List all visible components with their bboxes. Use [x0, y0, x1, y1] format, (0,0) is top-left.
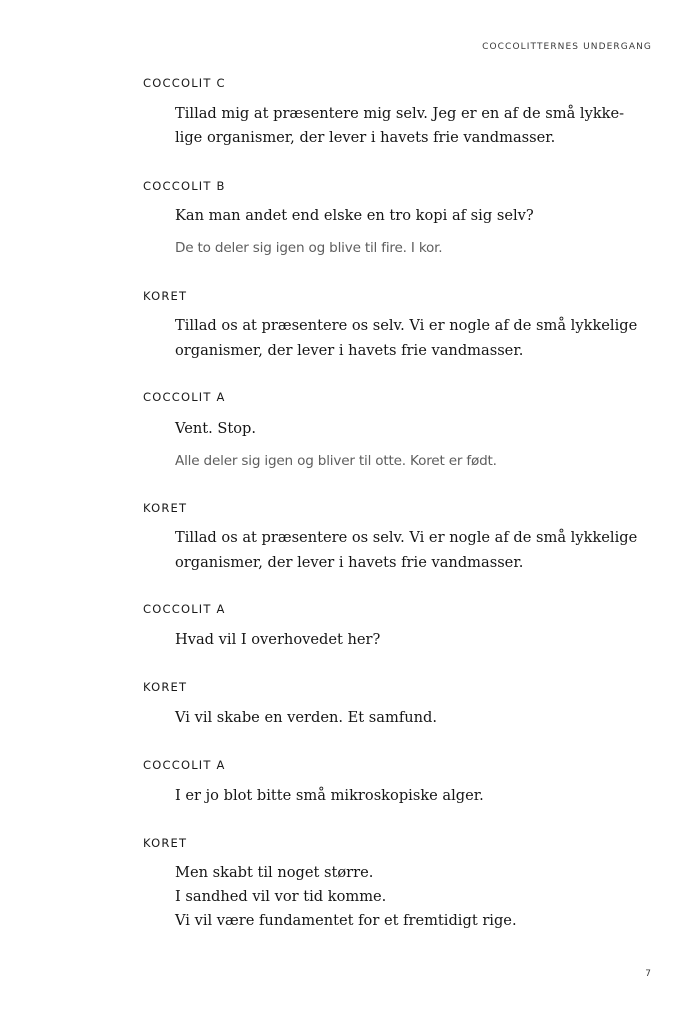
speaker-name: COCCOLIT B [143, 179, 226, 193]
running-header: COCCOLITTERNES UNDERGANG [482, 42, 652, 52]
dialogue-line: Tillad os at præsentere os selv. Vi er nogle af de små lykkelige [175, 317, 638, 334]
dialogue-line: Men skabt til noget større. [175, 864, 374, 881]
dialogue-line: Tillad mig at præsentere mig selv. Jeg er en af de små lykke- [175, 105, 625, 122]
speaker-name: KORET [143, 289, 188, 303]
dialogue-line: Vi vil være fundamentet for et fremtidigt rige. [175, 912, 517, 929]
stage-direction: De to deler sig igen og blive til fire. I kor. [175, 240, 443, 256]
dialogue-line: I er jo blot bitte små mikroskopiske alger. [175, 787, 484, 804]
dialogue-line: Kan man andet end elske en tro kopi af sig selv? [175, 207, 534, 224]
dialogue-line: Vent. Stop. [175, 420, 257, 437]
dialogue-line: lige organismer, der lever i havets frie vandmasser. [175, 129, 556, 146]
dialogue-line: I sandhed vil vor tid komme. [175, 888, 387, 905]
page-number: 7 [645, 969, 651, 979]
dialogue-line: Hvad vil I overhovedet her? [175, 631, 381, 648]
speaker-name: KORET [143, 680, 188, 694]
dialogue-line: Tillad os at præsentere os selv. Vi er nogle af de små lykkelige [175, 529, 638, 546]
dialogue-line: organismer, der lever i havets frie vandmasser. [175, 554, 524, 571]
speaker-name: COCCOLIT A [143, 390, 226, 404]
dialogue-line: organismer, der lever i havets frie vandmasser. [175, 342, 524, 359]
speaker-name: COCCOLIT A [143, 758, 226, 772]
speaker-name: KORET [143, 501, 188, 515]
speaker-name: COCCOLIT C [143, 76, 226, 90]
dialogue-line: Vi vil skabe en verden. Et samfund. [175, 709, 438, 726]
speaker-name: KORET [143, 836, 188, 850]
stage-direction: Alle deler sig igen og bliver til otte. Koret er født. [175, 453, 497, 469]
speaker-name: COCCOLIT A [143, 602, 226, 616]
